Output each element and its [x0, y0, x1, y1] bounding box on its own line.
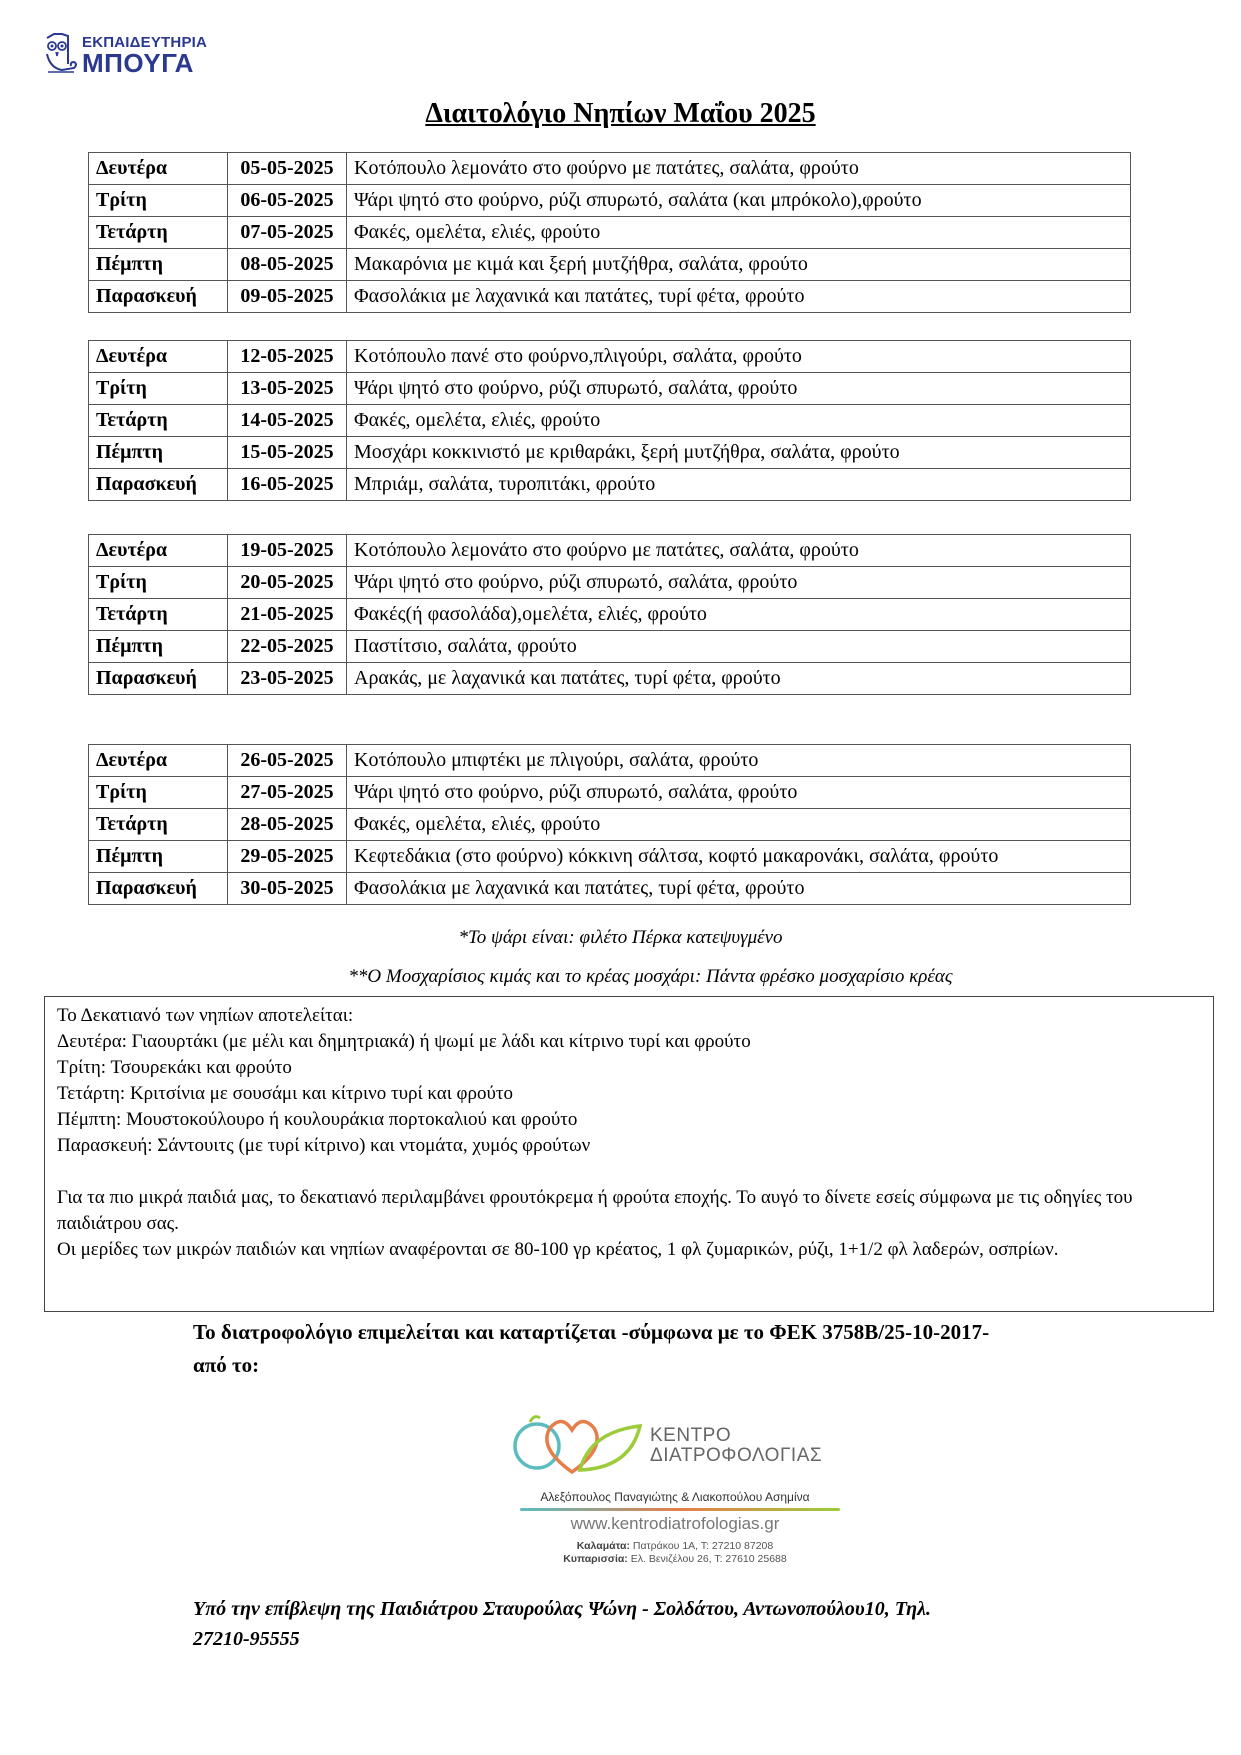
school-logo [44, 30, 244, 78]
date-cell: 13-05-2025 [228, 373, 347, 405]
center-title-line1: ΚΕΝΤΡΟ [650, 1425, 732, 1446]
meal-cell: Μακαρόνια με κιμά και ξερή μυτζήθρα, σαλάτα, φρούτο [347, 249, 1131, 281]
meal-cell: Μπριάμ, σαλάτα, τυροπιτάκι, φρούτο [347, 469, 1131, 501]
meal-cell: Κοτόπουλο μπιφτέκι με πλιγούρι, σαλάτα, φρούτο [347, 745, 1131, 777]
meal-cell: Ψάρι ψητό στο φούρνο, ρύζι σπυρωτό, σαλάτα, φρούτο [347, 567, 1131, 599]
day-cell: Παρασκευή [89, 281, 228, 313]
meal-cell: Φασολάκια με λαχανικά και πατάτες, τυρί φέτα, φρούτο [347, 281, 1131, 313]
day-cell: Δευτέρα [89, 745, 228, 777]
date-cell: 09-05-2025 [228, 281, 347, 313]
table-row [89, 373, 1131, 405]
day-cell: Πέμπτη [89, 437, 228, 469]
date-cell: 30-05-2025 [228, 873, 347, 905]
snack-intro: Το Δεκατιανό των νηπίων αποτελείται: [57, 1005, 354, 1026]
day-cell: Τρίτη [89, 185, 228, 217]
meal-cell: Ψάρι ψητό στο φούρνο, ρύζι σπυρωτό, σαλάτα, φρούτο [347, 777, 1131, 809]
date-cell: 28-05-2025 [228, 809, 347, 841]
meal-cell: Φασολάκια με λαχανικά και πατάτες, τυρί φέτα, φρούτο [347, 873, 1131, 905]
meal-cell: Κοτόπουλο πανέ στο φούρνο,πλιγούρι, σαλάτα, φρούτο [347, 341, 1131, 373]
table-row [89, 217, 1131, 249]
credit-text [193, 1316, 1153, 1382]
week-table-2 [88, 340, 1131, 501]
day-cell: Δευτέρα [89, 341, 228, 373]
day-cell: Πέμπτη [89, 249, 228, 281]
meal-cell: Κοτόπουλο λεμονάτο στο φούρνο με πατάτες, σαλάτα, φρούτο [347, 153, 1131, 185]
date-cell: 12-05-2025 [228, 341, 347, 373]
date-cell: 23-05-2025 [228, 663, 347, 695]
supervision-text [193, 1594, 1153, 1654]
day-cell: Τετάρτη [89, 217, 228, 249]
snack-info-box [44, 996, 1214, 1312]
table-row [89, 405, 1131, 437]
supervision-line1: Υπό την επίβλεψη της Παιδιάτρου Σταυρούλας Ψώνη - Σολδάτου, Αντωνοπούλου10, Τηλ. [193, 1598, 932, 1620]
table-row [89, 249, 1131, 281]
table-row [89, 777, 1131, 809]
meal-cell: Παστίτσιο, σαλάτα, φρούτο [347, 631, 1131, 663]
address-kyparissia-value: Ελ. Βενιζέλου 26, Τ: 27610 25688 [630, 1553, 787, 1565]
day-cell: Παρασκευή [89, 663, 228, 695]
day-cell: Τρίτη [89, 777, 228, 809]
day-cell: Πέμπτη [89, 841, 228, 873]
snack-monday: Δευτέρα: Γιαουρτάκι (με μέλι και δημητριακά) ή ψωμί με λάδι και κίτρινο τυρί και φρούτο [57, 1031, 751, 1052]
table-row [89, 281, 1131, 313]
date-cell: 19-05-2025 [228, 535, 347, 567]
day-cell: Τετάρτη [89, 809, 228, 841]
week-table-3 [88, 534, 1131, 695]
table-row [89, 745, 1131, 777]
gradient-divider [520, 1508, 840, 1511]
week-table-4 [88, 744, 1131, 905]
spacer [57, 1159, 1201, 1185]
address-kalamata-value: Πατράκου 1Α, Τ: 27210 87208 [632, 1540, 774, 1552]
meal-cell: Φακές, ομελέτα, ελιές, φρούτο [347, 405, 1131, 437]
heart-fruit-icon [510, 1410, 650, 1480]
date-cell: 06-05-2025 [228, 185, 347, 217]
day-cell: Παρασκευή [89, 873, 228, 905]
credit-line2: από το: [193, 1353, 260, 1377]
table-row [89, 153, 1131, 185]
address-kyparissia [490, 1553, 860, 1565]
table-row [89, 809, 1131, 841]
portions-note: Οι μερίδες των μικρών παιδιών και νηπίων αναφέρονται σε 80-100 γρ κρέατος, 1 φλ ζυμαρικών, ρύζι, 1+1/2 φλ λαδερών, οσπρίων. [57, 1239, 1059, 1260]
date-cell: 27-05-2025 [228, 777, 347, 809]
date-cell: 20-05-2025 [228, 567, 347, 599]
date-cell: 05-05-2025 [228, 153, 347, 185]
date-cell: 22-05-2025 [228, 631, 347, 663]
center-title-line2: ΔΙΑΤΡΟΦΟΛΟΓΙΑΣ [650, 1445, 823, 1466]
snack-friday: Παρασκευή: Σάντουιτς (με τυρί κίτρινο) και ντομάτα, χυμός φρούτων [57, 1135, 591, 1156]
day-cell: Τρίτη [89, 373, 228, 405]
meal-cell: Ψάρι ψητό στο φούρνο, ρύζι σπυρωτό, σαλάτα, φρούτο [347, 373, 1131, 405]
date-cell: 07-05-2025 [228, 217, 347, 249]
address-kyparissia-label: Κυπαρισσία: [563, 1553, 628, 1565]
school-name-line2: ΜΠΟΥΓΑ [82, 48, 194, 78]
fish-note: *Το ψάρι είναι: φιλέτο Πέρκα κατεψυγμένο [458, 927, 783, 948]
table-row [89, 469, 1131, 501]
table-row [89, 535, 1131, 567]
table-row [89, 437, 1131, 469]
address-kalamata [490, 1540, 860, 1552]
credit-line1: Το διατροφολόγιο επιμελείται και καταρτίζεται -σύμφωνα με το ΦΕΚ 3758Β/25-10-2017- [193, 1320, 990, 1344]
date-cell: 29-05-2025 [228, 841, 347, 873]
table-row [89, 185, 1131, 217]
center-website: www.kentrodiatrofologias.gr [570, 1514, 780, 1533]
week-table-1 [88, 152, 1131, 313]
day-cell: Τρίτη [89, 567, 228, 599]
meal-cell: Ψάρι ψητό στο φούρνο, ρύζι σπυρωτό, σαλάτα (και μπρόκολο),φρούτο [347, 185, 1131, 217]
day-cell: Παρασκευή [89, 469, 228, 501]
small-children-note: Για τα πιο μικρά παιδιά μας, το δεκατιανό περιλαμβάνει φρουτόκρεμα ή φρούτα εποχής. Το αυγό το δίνετε εσείς σύμφωνα με τις οδηγίες του παιδιάτρου σας. [57, 1187, 1133, 1234]
day-cell: Πέμπτη [89, 631, 228, 663]
snack-thursday: Πέμπτη: Μουστοκούλουρο ή κουλουράκια πορτοκαλιού και φρούτο [57, 1109, 578, 1130]
meal-cell: Φακές, ομελέτα, ελιές, φρούτο [347, 217, 1131, 249]
day-cell: Δευτέρα [89, 535, 228, 567]
meal-cell: Κοτόπουλο λεμονάτο στο φούρνο με πατάτες, σαλάτα, φρούτο [347, 535, 1131, 567]
school-name-line1: ΕΚΠΑΙΔΕΥΤΗΡΙΑ [82, 34, 208, 51]
meal-cell: Αρακάς, με λαχανικά και πατάτες, τυρί φέτα, φρούτο [347, 663, 1131, 695]
date-cell: 16-05-2025 [228, 469, 347, 501]
table-row [89, 663, 1131, 695]
table-row [89, 567, 1131, 599]
snack-tuesday: Τρίτη: Τσουρεκάκι και φρούτο [57, 1057, 292, 1078]
date-cell: 21-05-2025 [228, 599, 347, 631]
day-cell: Δευτέρα [89, 153, 228, 185]
owl-icon [44, 32, 78, 76]
nutrition-center-logo [490, 1400, 870, 1565]
table-row [89, 631, 1131, 663]
page-title: Διαιτολόγιο Νηπίων Μαΐου 2025 [425, 98, 816, 129]
meal-cell: Μοσχάρι κοκκινιστό με κριθαράκι, ξερή μυτζήθρα, σαλάτα, φρούτο [347, 437, 1131, 469]
date-cell: 14-05-2025 [228, 405, 347, 437]
day-cell: Τετάρτη [89, 405, 228, 437]
table-row [89, 599, 1131, 631]
supervision-line2: 27210-95555 [193, 1628, 300, 1650]
date-cell: 15-05-2025 [228, 437, 347, 469]
center-owners: Αλεξόπουλος Παναγιώτης & Λιακοπούλου Ασημίνα [540, 1490, 810, 1504]
snack-wednesday: Τετάρτη: Κριτσίνια με σουσάμι και κίτρινο τυρί και φρούτο [57, 1083, 514, 1104]
meal-cell: Φακές, ομελέτα, ελιές, φρούτο [347, 809, 1131, 841]
date-cell: 08-05-2025 [228, 249, 347, 281]
table-row [89, 341, 1131, 373]
meal-cell: Κεφτεδάκια (στο φούρνο) κόκκινη σάλτσα, κοφτό μακαρονάκι, σαλάτα, φρούτο [347, 841, 1131, 873]
address-kalamata-label: Καλαμάτα: [576, 1540, 630, 1552]
table-row [89, 841, 1131, 873]
meal-cell: Φακές(ή φασολάδα),ομελέτα, ελιές, φρούτο [347, 599, 1131, 631]
date-cell: 26-05-2025 [228, 745, 347, 777]
day-cell: Τετάρτη [89, 599, 228, 631]
beef-note: **Ο Μοσχαρίσιος κιμάς και το κρέας μοσχάρι: Πάντα φρέσκο μοσχαρίσιο κρέας [348, 966, 953, 987]
table-row [89, 873, 1131, 905]
